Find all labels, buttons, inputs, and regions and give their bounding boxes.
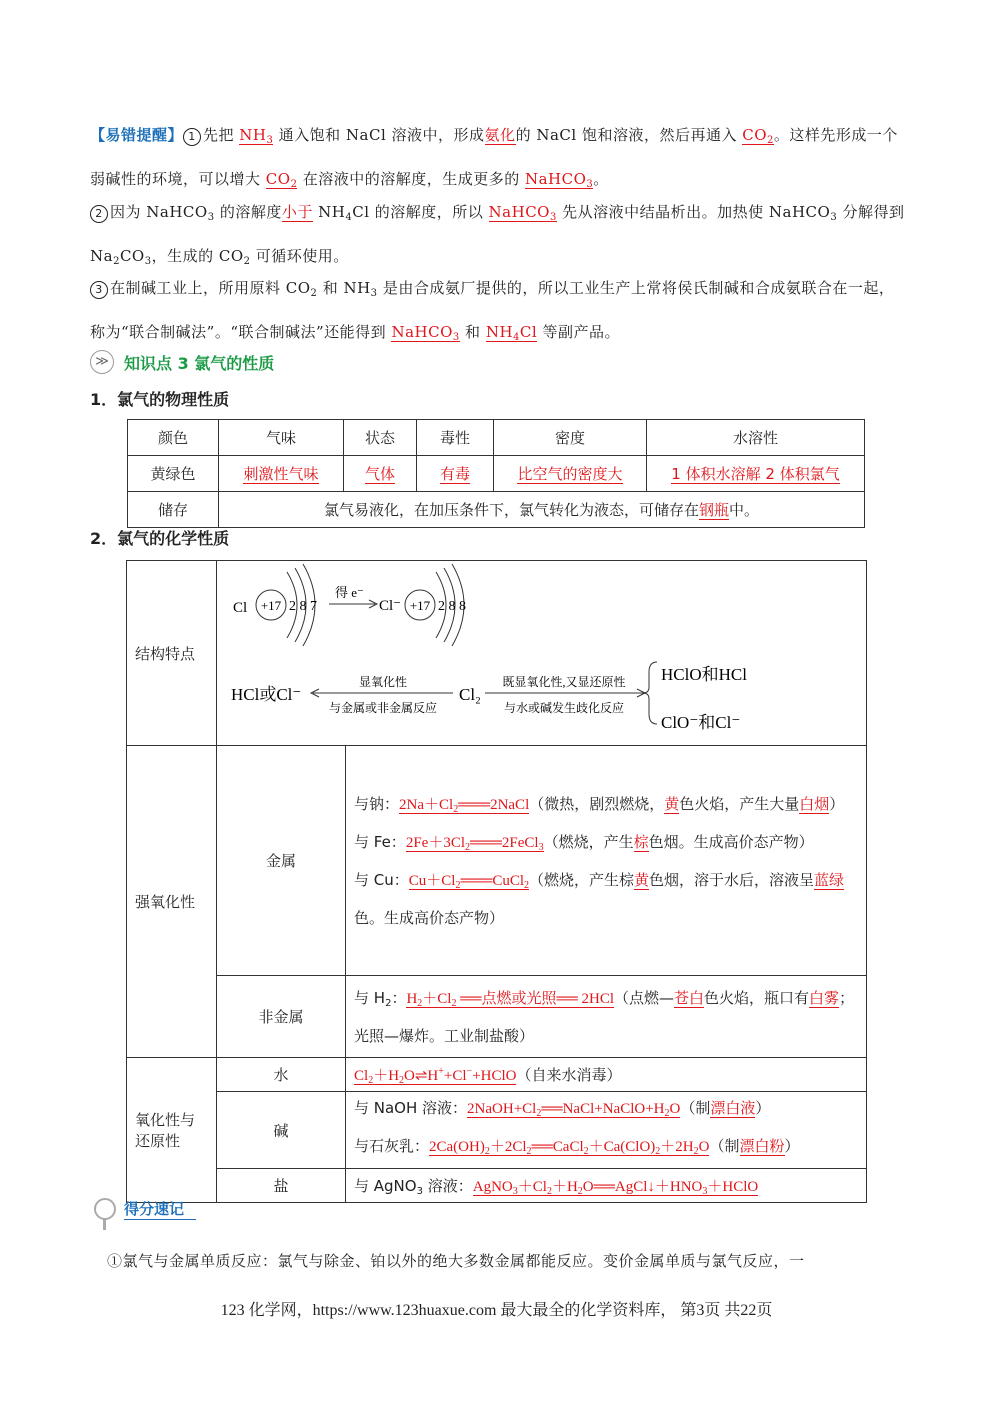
header-cell: 密度 bbox=[494, 420, 647, 456]
heading-chemical: 2．氯气的化学性质 bbox=[90, 529, 230, 548]
structure-diagram bbox=[217, 562, 857, 745]
score-title: 得分速记 bbox=[124, 1198, 196, 1220]
cl-ion-label: Cl⁻ bbox=[379, 597, 402, 614]
shells-b: 2 8 8 bbox=[438, 598, 466, 614]
cl-atom-label: Cl bbox=[233, 599, 248, 616]
chemical-properties-table bbox=[126, 560, 867, 1203]
cell-odor: 刺激性气味 bbox=[219, 456, 344, 492]
cell-strong-oxidizing: 强氧化性 bbox=[127, 746, 217, 1058]
arrow-right-top: 既显氧化性,又显还原性 bbox=[502, 674, 626, 689]
shells-a: 2 8 7 bbox=[289, 598, 317, 614]
cell-structure-label: 结构特点 bbox=[127, 561, 217, 746]
header-cell: 颜色 bbox=[128, 420, 219, 456]
cell-salt-reaction: 与 AgNO$_3$ 溶液：$AgNO_3+Cl_2+H_2O══AgCl↓+HNO_3+HClO$ bbox=[346, 1169, 867, 1203]
table-row bbox=[127, 746, 867, 976]
table-row bbox=[127, 1058, 867, 1092]
table-row bbox=[128, 456, 865, 492]
cell-salt: 盐 bbox=[217, 1169, 346, 1203]
tip-paragraph-2: 2 因为 NaHCO$_3$ 的溶解度小于 $NH_4Cl$ 的溶解度，所以 NaHCO$_3$ 先从溶液中结晶析出。加热使 NaHCO$_3$ 分解得到 $Na_2CO_3$，生成的 $CO_2$ 可循环使用。 bbox=[90, 203, 905, 267]
nucleus-label: +17 bbox=[409, 597, 431, 613]
cell-solubility: 1 体积水溶解 2 体积氯气 bbox=[647, 456, 865, 492]
arrow-left-bottom: 与金属或非金属反应 bbox=[328, 700, 438, 715]
cell-water-reaction: $Cl_2+H_2O\rightleftharpoons H^++Cl^-+HClO$（自来水消毒） bbox=[346, 1058, 867, 1092]
heading-physical: 1．氯气的物理性质 bbox=[90, 390, 230, 409]
footer: 123 化学网，https://www.123huaxue.com 最大最全的化学资料库， 第3页 共22页 bbox=[220, 1302, 773, 1319]
table-row bbox=[127, 561, 867, 746]
nucleus-label: +17 bbox=[260, 597, 282, 613]
cell-redox: 氧化性与还原性 bbox=[127, 1058, 217, 1203]
cell-alkali: 碱 bbox=[217, 1092, 346, 1169]
diagram-right-top: HClO和HCl bbox=[661, 664, 747, 684]
cell-nonmetal: 非金属 bbox=[217, 976, 346, 1058]
score-text: ①氯气与金属单质反应：氯气与除金、铂以外的绝大多数金属都能反应。变价金属单质与氯气反应，一 bbox=[107, 1252, 805, 1270]
physical-properties-table bbox=[127, 419, 865, 528]
brace-icon bbox=[643, 662, 657, 724]
cell-density: 比空气的密度大 bbox=[494, 456, 647, 492]
header-cell: 气味 bbox=[219, 420, 344, 456]
cell-nonmetal-reactions: 与 $H_2$：$H_2+Cl_2$ ══点燃或光照══ 2HCl（点燃—苍白色火焰，瓶口有白雾；光照—爆炸。工业制盐酸） bbox=[346, 976, 867, 1058]
cell-water: 水 bbox=[217, 1058, 346, 1092]
tip-title: 【易错提醒】 bbox=[90, 126, 184, 144]
diagram-center: Cl₂ bbox=[459, 684, 481, 704]
cell-alkali-reactions: 与 NaOH 溶液：$2NaOH+Cl_2══NaCl+NaClO+H_2O$（制漂白液） 与石灰乳：$2Ca(OH)_2+2Cl_2══CaCl_2+Ca(ClO)_2+2H_2O$（制漂白粉） bbox=[346, 1092, 867, 1169]
cell-state: 气体 bbox=[344, 456, 417, 492]
tip-paragraph-3: 3 在制碱工业上，所用原料 $CO_2$ 和 $NH_3$ 是由合成氨厂提供的，所以工业生产上常将侯氏制碱和合成氨联合在一起，称为“联合制碱法”。“联合制碱法”还能得到 NaHCO$_3$ 和 $NH_4Cl$ 等副产品。 bbox=[90, 279, 895, 343]
header-cell: 毒性 bbox=[417, 420, 494, 456]
arrow-left-top: 显氧化性 bbox=[358, 674, 408, 689]
cell-metal-reactions: 与钠：$2Na+Cl_2═══2NaCl$（微热，剧烈燃烧，黄色火焰，产生大量白烟） 与 Fe：$2Fe+3Cl_2═══2FeCl_3$（燃烧，产生棕色烟。生成高价态产物） 与 Cu：$Cu+Cl_2═══CuCl_2$（燃烧，产生棕黄色烟，溶于水后，溶液呈蓝绿色。生成高价态产物） bbox=[346, 746, 867, 976]
kp-title: 知识点 3 氯气的性质 bbox=[124, 353, 275, 373]
gain-label: 得 e⁻ bbox=[335, 584, 364, 600]
table-row bbox=[128, 492, 865, 528]
diagram-right-bottom: ClO⁻和Cl⁻ bbox=[661, 712, 741, 732]
header-cell: 水溶性 bbox=[647, 420, 865, 456]
table-row bbox=[127, 1092, 867, 1169]
table-row bbox=[127, 976, 867, 1058]
cell-toxicity: 有毒 bbox=[417, 456, 494, 492]
kp-heading bbox=[90, 350, 274, 374]
cell-storage: 氯气易液化，在加压条件下，氯气转化为液态，可储存在钢瓶中。 bbox=[219, 492, 865, 528]
cell-structure-diagram bbox=[217, 561, 867, 746]
score-heading bbox=[94, 1198, 196, 1220]
magnifier-icon bbox=[94, 1198, 116, 1220]
tip-paragraph-1: 【易错提醒】 1 先把 $NH_3$ 通入饱和 NaCl 溶液中，形成氨化的 NaCl 饱和溶液，然后再通入 $CO_2$。这样先形成一个弱碱性的环境，可以增大 $CO_2$ 在溶液中的溶解度，生成更多的 NaHCO$_3$。 bbox=[90, 126, 898, 190]
arrow-right-bottom: 与水或碱发生歧化反应 bbox=[503, 700, 625, 715]
table-header-row bbox=[128, 420, 865, 456]
table-row bbox=[127, 1169, 867, 1203]
diagram-left: HCl或Cl⁻ bbox=[231, 684, 302, 704]
cell-storage-label: 储存 bbox=[128, 492, 219, 528]
cell-color: 黄绿色 bbox=[128, 456, 219, 492]
cell-metal: 金属 bbox=[217, 746, 346, 976]
chevron-circle-icon: ≫ bbox=[90, 350, 114, 374]
header-cell: 状态 bbox=[344, 420, 417, 456]
